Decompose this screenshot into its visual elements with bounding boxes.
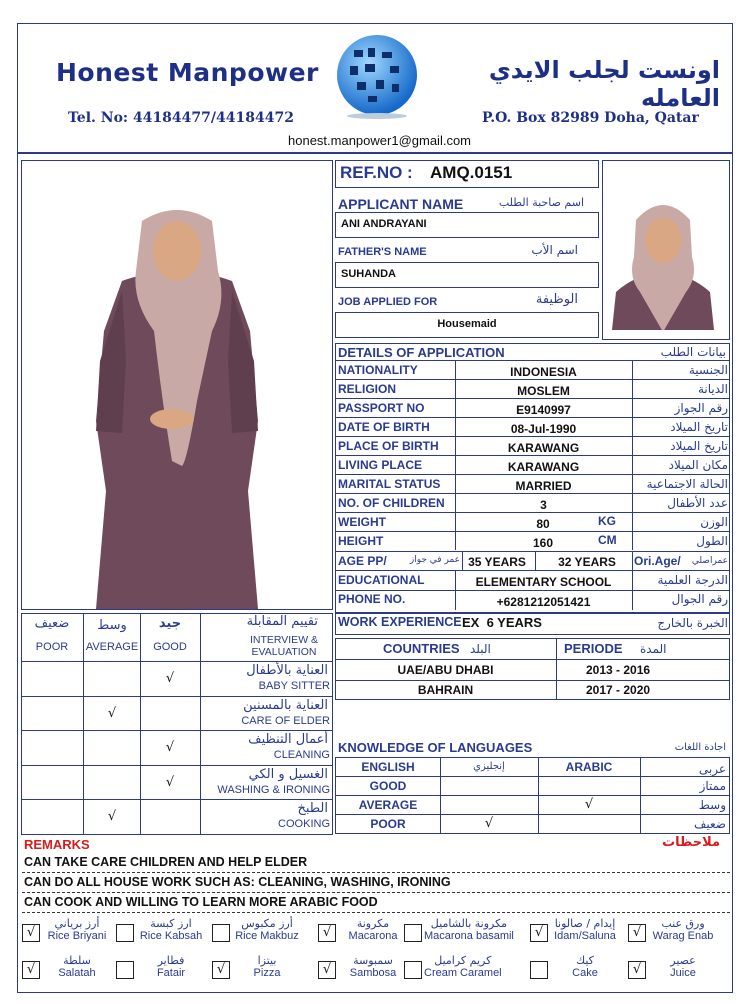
phone-value: +6281212051421 — [496, 595, 591, 609]
details-row-value: 160 — [532, 536, 554, 550]
eval-row-ar: أعمال التنظيف — [248, 732, 328, 747]
eval-row-en: WASHING & IRONING — [217, 783, 330, 796]
eval-poor-en: POOR — [35, 641, 69, 653]
food-label-en: Idam/Saluna — [554, 930, 616, 942]
food-label-ar: أرز مكبوس — [241, 917, 293, 930]
details-row-value: 80 — [536, 517, 550, 531]
edu-row-top — [335, 570, 730, 571]
remark-underline — [22, 912, 730, 913]
globe-logo — [332, 30, 422, 120]
food-label-en: Rice Kabsah — [139, 930, 203, 942]
food-label-en: Fatair — [156, 967, 186, 979]
details-row-value: KARAWANG — [507, 460, 580, 474]
lang-row-line — [335, 776, 730, 777]
lang-level: POOR — [370, 817, 406, 831]
age-ori-value: 32 YEARS — [558, 555, 616, 569]
eval-row-en: CLEANING — [273, 749, 330, 761]
details-row-line — [335, 379, 730, 380]
eval-row-tick: √ — [107, 809, 117, 824]
remark-underline — [22, 892, 730, 893]
food-label-ar: بيتزا — [257, 954, 277, 967]
food-checkbox[interactable]: √ — [318, 961, 336, 979]
company-name-en: Honest Manpower — [56, 58, 319, 87]
details-row-value: KARAWANG — [507, 441, 580, 455]
details-row-label: NATIONALITY — [338, 363, 418, 377]
details-row-value: INDONESIA — [510, 365, 577, 379]
details-row-label-ar: الحالة الاجتماعية — [646, 477, 728, 491]
full-body-photo — [22, 161, 332, 609]
food-label-ar: إيدام / صالونا — [554, 917, 616, 930]
lang-arabic-ar: عربى — [698, 762, 726, 776]
food-label — [42, 955, 112, 979]
food-label-en: Salatah — [58, 967, 96, 979]
age-divider-2 — [535, 551, 536, 570]
ori-age-label: Ori.Age/ — [634, 554, 681, 568]
food-label-ar: ورق عنب — [661, 917, 705, 930]
eval-title-ar: تقييم المقابلة — [246, 614, 318, 629]
details-row-line — [335, 360, 730, 361]
eval-good-en: GOOD — [153, 641, 187, 653]
food-checkbox[interactable] — [116, 924, 134, 942]
eval-title-en: INTERVIEW & EVALUATION — [249, 634, 319, 658]
eval-row-ar: الطبخ — [297, 801, 328, 816]
work-label: WORK EXPERIENCE — [338, 615, 462, 629]
company-name-ar: اونست لجلب الايدي العامله — [488, 56, 720, 112]
work-divider — [556, 638, 557, 700]
details-row-label-ar: الديانة — [697, 382, 728, 396]
work-header-line — [335, 659, 730, 660]
eval-row-en: BABY SITTER — [258, 680, 330, 692]
phone-label: PHONE NO. — [338, 592, 406, 606]
food-label — [550, 955, 620, 979]
eval-good-ar: جيد — [158, 616, 182, 631]
eval-row-tick: √ — [165, 740, 175, 755]
eval-row-tick: √ — [165, 774, 175, 790]
eval-row-line — [21, 696, 333, 697]
portrait-photo — [606, 182, 720, 330]
food-label-ar: سلطة — [63, 954, 91, 967]
father-name-label-ar: اسم الأب — [531, 243, 578, 257]
details-row-line — [335, 417, 730, 418]
eval-row-tick: √ — [165, 671, 175, 686]
food-label-en: Sambosa — [349, 967, 397, 979]
lang-row-line — [335, 814, 730, 815]
eval-row-tick: √ — [107, 705, 117, 721]
details-row-label-ar: مكان الميلاد — [668, 458, 728, 472]
eval-row-ar: العناية بالأطفال — [246, 663, 328, 678]
details-row-line — [335, 436, 730, 437]
ref-value: AMQ.0151 — [430, 163, 513, 182]
lang-level: GOOD — [369, 779, 407, 793]
details-row-value: 08-Jul-1990 — [510, 422, 577, 436]
details-row-label-ar: تاريخ الميلاد — [670, 439, 728, 453]
details-row-line — [335, 474, 730, 475]
age-pp-label: AGE PP/ — [338, 554, 387, 568]
eval-row-line — [21, 765, 333, 766]
work-row-period: 2017 - 2020 — [586, 683, 651, 697]
food-checkbox[interactable] — [530, 961, 548, 979]
eval-avg-en: AVERAGE — [85, 641, 139, 653]
details-row-line — [335, 493, 730, 494]
details-row-label-ar: الطول — [696, 534, 728, 548]
food-label-ar: عصير — [670, 954, 696, 967]
age-pp-label-ar: عمر في جواز — [409, 555, 460, 565]
eval-row-en: COOKING — [278, 818, 330, 830]
food-checkbox[interactable]: √ — [628, 924, 646, 942]
food-checkbox[interactable] — [212, 924, 230, 942]
eval-col-3 — [200, 613, 201, 835]
food-label — [232, 955, 302, 979]
ref-label: REF.NO : — [340, 163, 413, 182]
food-checkbox[interactable] — [404, 924, 422, 942]
details-row-line — [335, 512, 730, 513]
details-row-label: LIVING PLACE — [338, 458, 423, 472]
details-row-label-ar: عدد الأطفال — [667, 496, 728, 510]
applicant-name-label-ar: اسم صاحبة الطلب — [498, 196, 584, 209]
father-name-label: FATHER'S NAME — [338, 246, 427, 258]
details-row-label: PASSPORT NO — [338, 401, 425, 415]
lang-level: AVERAGE — [358, 798, 418, 812]
food-label-en: Pizza — [253, 967, 281, 979]
food-label — [232, 918, 302, 942]
food-label-ar: سمبوسة — [353, 954, 393, 967]
eval-poor-ar: ضعيف — [34, 616, 70, 631]
food-label-en: Cake — [572, 967, 598, 979]
food-label — [136, 955, 206, 979]
food-label-en: Warag Enab — [652, 930, 714, 942]
period-label: PERIODE — [564, 641, 623, 656]
lang-arabic-tick: √ — [584, 797, 594, 812]
age-divider-3 — [632, 551, 633, 570]
details-title: DETAILS OF APPLICATION — [338, 345, 505, 360]
details-row-unit: CM — [598, 533, 617, 547]
eval-row-line — [21, 661, 333, 662]
applicant-name-value: ANI ANDRAYANI — [341, 218, 427, 230]
details-row-label: NO. OF CHILDREN — [338, 496, 445, 510]
job-value: Housemaid — [437, 318, 497, 330]
phone-row-top — [335, 590, 730, 591]
food-label — [648, 918, 718, 942]
details-row-label-ar: الوزن — [700, 515, 728, 529]
details-title-ar: بيانات الطلب — [660, 345, 726, 359]
food-label — [550, 918, 620, 942]
food-label-en: Cream Caramel — [424, 967, 502, 979]
ori-age-label-ar: عمراصلي — [691, 556, 728, 566]
header-po-box: P.O. Box 82989 Doha, Qatar — [482, 110, 699, 126]
details-row-value: MOSLEM — [517, 384, 570, 398]
remark-line: CAN TAKE CARE CHILDREN AND HELP ELDER — [24, 855, 308, 869]
details-row-unit: KG — [598, 514, 616, 528]
details-row-label-ar: رقم الجواز — [674, 401, 728, 415]
lang-english-tick: √ — [484, 816, 494, 831]
phone-label-ar: رقم الجوال — [671, 592, 728, 606]
details-row-label: RELIGION — [338, 382, 397, 396]
father-name-value: SUHANDA — [341, 268, 396, 280]
applicant-name-label: APPLICANT NAME — [338, 196, 464, 212]
header-tel: Tel. No: 44184477/44184472 — [68, 110, 294, 126]
job-label-ar: الوظيفة — [535, 292, 578, 307]
details-row-label: HEIGHT — [338, 534, 384, 548]
eval-avg-ar: وسط — [97, 618, 127, 633]
languages-title: KNOWLEDGE OF LANGUAGES — [338, 740, 533, 755]
details-row-line — [335, 531, 730, 532]
food-label — [42, 918, 112, 942]
food-label-ar: أرز برياني — [54, 917, 100, 930]
work-row-country: BAHRAIN — [417, 683, 474, 697]
food-label-en: Juice — [670, 967, 696, 979]
work-row-period: 2013 - 2016 — [586, 663, 651, 677]
age-pp-value: 35 YEARS — [468, 555, 526, 569]
remark-underline — [22, 872, 730, 873]
eval-row-ar: الغسيل و الكي — [248, 766, 328, 782]
food-label-ar: مكرونة بالشاميل — [430, 917, 508, 930]
details-row-label-ar: تاريخ الميلاد — [670, 420, 728, 434]
lang-row-line — [335, 795, 730, 796]
countries-label: COUNTRIES — [383, 641, 460, 656]
food-label-ar: كريم كراميل — [434, 954, 492, 967]
food-label-en: Rice Makbuz — [235, 930, 299, 942]
food-label — [338, 918, 408, 942]
remark-line: CAN COOK AND WILLING TO LEARN MORE ARABIC FOOD — [24, 895, 378, 909]
details-row-label-ar: الجنسية — [688, 363, 728, 377]
food-label — [424, 918, 514, 942]
food-checkbox[interactable]: √ — [212, 961, 230, 979]
education-label: EDUCATIONAL — [338, 573, 425, 587]
remark-line: CAN DO ALL HOUSE WORK SUCH AS: CLEANING, WASHING, IRONING — [24, 875, 451, 889]
food-checkbox[interactable]: √ — [22, 961, 40, 979]
food-label — [648, 955, 718, 979]
food-label-en: Macarona — [348, 930, 398, 942]
food-label-ar: فطاير — [157, 954, 185, 967]
details-row-line — [335, 398, 730, 399]
eval-row-line — [21, 799, 333, 800]
food-checkbox[interactable]: √ — [318, 924, 336, 942]
eval-row-en: CARE OF ELDER — [241, 714, 330, 727]
food-label — [338, 955, 408, 979]
details-row-label: DATE OF BIRTH — [338, 420, 430, 434]
food-label — [424, 955, 502, 979]
education-value: ELEMENTARY SCHOOL — [475, 575, 612, 589]
eval-row-ar: العناية بالمسنين — [243, 697, 328, 713]
lang-level-ar: ضعيف — [693, 817, 726, 831]
details-row-label: MARITAL STATUS — [338, 477, 441, 491]
food-label-ar: كيك — [576, 954, 594, 967]
food-label — [136, 918, 206, 942]
lang-level-ar: ممتاز — [699, 779, 726, 793]
education-label-ar: الدرجة العلمية — [657, 573, 728, 587]
food-checkbox[interactable] — [404, 961, 422, 979]
header-email: honest.manpower1@gmail.com — [288, 133, 472, 148]
job-label: JOB APPLIED FOR — [338, 296, 438, 308]
eval-row-line — [21, 730, 333, 731]
details-row-value: 3 — [540, 498, 547, 512]
details-row-label: WEIGHT — [338, 515, 386, 529]
details-row-value: E9140997 — [516, 403, 571, 417]
lang-english: ENGLISH — [361, 760, 415, 774]
remarks-title: REMARKS — [24, 837, 90, 852]
remarks-title-ar: ملاحظات — [662, 835, 720, 850]
food-checkbox[interactable]: √ — [628, 961, 646, 979]
work-label-ar: الخبرة بالخارج — [657, 616, 728, 630]
food-label-en: Macarona basamil — [424, 930, 514, 942]
food-label-en: Rice Briyani — [47, 930, 107, 942]
languages-title-ar: اجادة اللغات — [674, 742, 726, 753]
countries-label-ar: البلد — [470, 642, 491, 656]
food-checkbox[interactable]: √ — [22, 924, 40, 942]
work-value: EX 6 YEARS — [462, 615, 542, 630]
food-label-ar: ارز كبسة — [150, 917, 192, 930]
food-checkbox[interactable] — [116, 961, 134, 979]
lang-english-ar: إنجليزي — [473, 761, 505, 772]
details-row-line — [335, 455, 730, 456]
food-label-ar: مكرونة — [356, 917, 390, 930]
lang-level-ar: وسط — [698, 798, 726, 812]
period-label-ar: المدة — [640, 642, 667, 656]
food-checkbox[interactable]: √ — [530, 924, 548, 942]
age-row-top — [335, 551, 730, 552]
lang-arabic: ARABIC — [565, 760, 613, 774]
details-row-label: PLACE OF BIRTH — [338, 439, 439, 453]
work-row-country: UAE/ABU DHABI — [397, 663, 494, 677]
details-row-value: MARRIED — [515, 479, 572, 493]
work-row-line — [335, 680, 730, 681]
